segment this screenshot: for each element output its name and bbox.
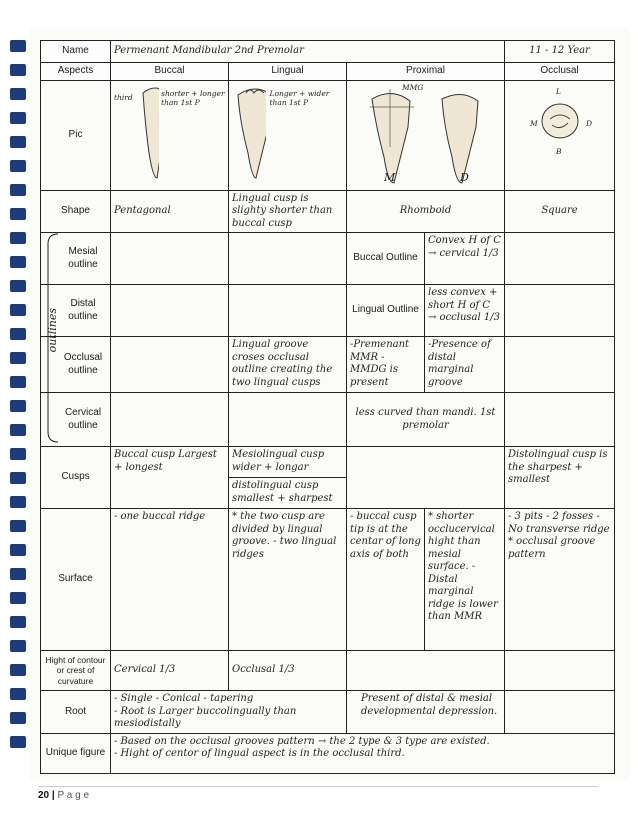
shape-occlusal: Square — [505, 190, 615, 233]
proximal-mesial-letter: M — [384, 170, 396, 184]
outlines-side-bracket — [44, 232, 62, 444]
aspect-occlusal: Occlusal — [505, 63, 615, 81]
unique-label: Unique figure — [41, 733, 111, 773]
distal-outline-occlusal — [505, 285, 615, 337]
proximal-distal-letter: D — [460, 170, 469, 184]
pic-occlusal — [505, 80, 615, 190]
pic-label: Pic — [41, 80, 111, 190]
binding-spiral — [10, 40, 28, 760]
aspects-label: Aspects — [41, 63, 111, 81]
occlusal-outline-proximal-a: -Premenant MMR -MMDG is present — [347, 337, 425, 393]
lingual-tooth-drawing — [232, 83, 266, 181]
lingual-outline-label: Lingual Outline — [347, 285, 425, 337]
age-range: 11 - 12 Year — [505, 41, 615, 63]
hoc-occlusal — [505, 651, 615, 691]
occlusal-letter-d: D — [586, 118, 593, 128]
occlusal-outline-buccal — [111, 337, 229, 393]
cusps-proximal — [347, 447, 505, 509]
root-occlusal — [505, 691, 615, 734]
root-buccal-lingual — [111, 691, 347, 734]
root-label: Root — [41, 691, 111, 734]
distal-outline-buccal — [111, 285, 229, 337]
pic-lingual — [229, 80, 347, 190]
page-footer — [38, 790, 89, 801]
surface-proximal-b: * shorter occlucervical hight than mesial surface. - Distal marginal ridge is lower than MMR — [425, 509, 505, 651]
pic-proximal — [347, 80, 505, 190]
aspect-lingual: Lingual — [229, 63, 347, 81]
shape-proximal: Rhomboid — [347, 190, 505, 233]
buccal-tooth-drawing — [135, 83, 159, 181]
cusps-label: Cusps — [41, 447, 111, 509]
page-separator: | — [51, 790, 55, 801]
unique-line-2: - Hight of centor of lingual aspect is in the occlusal third. — [114, 748, 405, 759]
aspect-proximal: Proximal — [347, 63, 505, 81]
pic-buccal — [111, 80, 229, 190]
shape-buccal: Pentagonal — [111, 190, 229, 233]
unique-text — [111, 733, 615, 773]
cusps-occlusal: Distolingual cusp is the sharpest + smallest — [505, 447, 615, 509]
tooth-description-table — [40, 40, 615, 774]
cusps-lingual-a: Mesiolingual cusp wider + longar — [229, 447, 346, 478]
surface-lingual: * the two cusp are divided by lingual groove. - two lingual ridges — [229, 509, 347, 651]
hoc-buccal: Cervical 1/3 — [111, 651, 229, 691]
root-line-1: - Single - Conical - tapering — [114, 693, 254, 704]
mesial-outline-buccal — [111, 233, 229, 285]
root-line-2: - Root is Larger buccolingually than mesiodistally — [114, 705, 297, 729]
surface-proximal-a: - buccal cusp tip is at the centar of long axis of both — [347, 509, 425, 651]
surface-occlusal: - 3 pits - 2 fosses - No transverse ridge * occlusal groove pattern — [505, 509, 615, 651]
root-proximal: Present of distal & mesial developmental depression. — [347, 691, 505, 734]
cervical-outline-buccal — [111, 393, 229, 447]
occlusal-outline-label: Occlusal outline — [41, 337, 111, 393]
page-number: 20 — [38, 790, 50, 801]
tooth-title: Permenant Mandibular 2nd Premolar — [111, 41, 505, 63]
unique-line-1: - Based on the occlusal grooves pattern → the 2 type & 3 type are existed. — [114, 735, 490, 747]
page-label: P a g e — [57, 790, 90, 801]
cusps-lingual — [229, 447, 347, 509]
cervical-outline-lingual — [229, 393, 347, 447]
proximal-mmg-note: MMG — [402, 82, 424, 92]
occlusal-letter-l: L — [556, 86, 561, 96]
cusps-buccal: Buccal cusp Largest + longest — [111, 447, 229, 509]
buccal-note: shorter + longer than 1st P — [161, 88, 225, 107]
footer-rule — [38, 786, 598, 787]
mesial-outline-label: Mesial outline — [41, 233, 111, 285]
occlusal-letter-m: M — [530, 118, 538, 128]
buccal-third-note: third — [114, 92, 133, 102]
occlusal-outline-proximal-b: -Presence of distal marginal groove — [425, 337, 505, 393]
lingual-outline-text: less convex + short H of C → occlusal 1/3 — [425, 285, 505, 337]
shape-label: Shape — [41, 190, 111, 233]
buccal-outline-label: Buccal Outline — [347, 233, 425, 285]
shape-lingual: Lingual cusp is slighty shorter than buccal cusp — [229, 190, 347, 233]
cervical-outline-proximal: less curved than mandi. 1st premolar — [347, 393, 505, 447]
lingual-note: Longer + wider than 1st P — [269, 88, 330, 107]
proximal-teeth-drawing — [350, 87, 500, 187]
cervical-outline-occlusal — [505, 393, 615, 447]
mesial-outline-lingual — [229, 233, 347, 285]
occlusal-view-drawing — [538, 99, 582, 143]
occlusal-outline-lingual: Lingual groove croses occlusal outline creating the two lingual cusps — [229, 337, 347, 393]
distal-outline-label: Distal outline — [41, 285, 111, 337]
hoc-lingual: Occlusal 1/3 — [229, 651, 347, 691]
name-label: Name — [41, 41, 111, 63]
outlines-side-label: outlines — [46, 308, 59, 353]
surface-label: Surface — [41, 509, 111, 651]
hoc-label: Hight of contour or crest of curvature — [41, 651, 111, 691]
surface-buccal: - one buccal ridge — [111, 509, 229, 651]
mesial-outline-occlusal — [505, 233, 615, 285]
cusps-lingual-b: distolingual cusp smallest + sharpest — [232, 480, 333, 504]
aspect-buccal: Buccal — [111, 63, 229, 81]
occlusal-outline-occlusal — [505, 337, 615, 393]
occlusal-letter-b: B — [556, 146, 562, 156]
cervical-outline-label: Cervical outline — [41, 393, 111, 447]
distal-outline-lingual — [229, 285, 347, 337]
hoc-proximal — [347, 651, 505, 691]
buccal-outline-text: Convex H of C → cervical 1/3 — [425, 233, 505, 285]
